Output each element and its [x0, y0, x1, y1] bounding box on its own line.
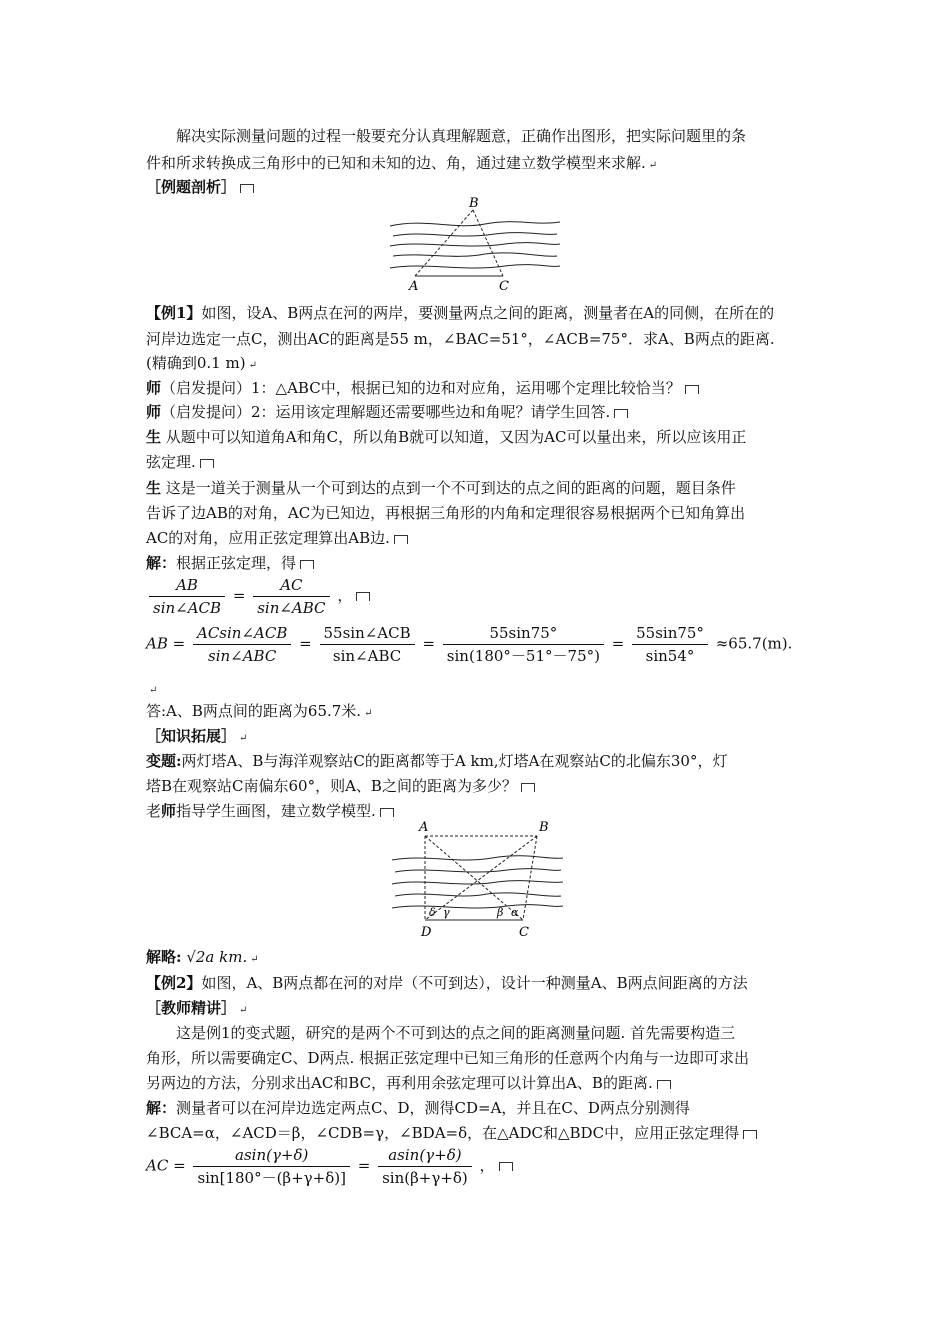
fig1-label-B: B — [469, 196, 479, 211]
paragraph-mark-icon: ↵ — [248, 360, 257, 371]
fraction — [193, 622, 291, 667]
intro-text: 件和所求转换成三角形中的已知和未知的边、角，通过建立数学模型来求解. — [146, 154, 646, 172]
intro-line-2 — [146, 153, 806, 176]
variant-line-1 — [146, 751, 806, 771]
solution3-label: 解： — [146, 1099, 177, 1117]
paragraph-mark-icon — [200, 459, 214, 468]
paragraph-mark-icon: ↵ — [364, 708, 373, 719]
numerator: 55sin75° — [632, 622, 708, 645]
numerator: asin(γ+δ) — [193, 1144, 350, 1167]
paragraph-mark-icon — [499, 1162, 513, 1171]
example1-line-1 — [146, 303, 806, 323]
paragraph-mark-icon — [685, 385, 699, 394]
student1-text-1: 从题中可以知道角A和角C，所以角B就可以知道，又因为AC可以量出来，所以应该用正 — [161, 428, 747, 446]
equation-ab-value: AB = $\frac{\text{ACsin∠ACB}}{\text{sin∠ABC}}$ = $\frac{\text{55sin∠ACB}}{\text{sin∠ABC}}$ = $\frac{55\sin 75^\circ}{\sin(180^\circ-51^\circ-75^\circ)}$ = $\frac{55\sin 75^\circ}{\sin 54^\circ}$ ≈65.7(m). — [146, 624, 793, 665]
denominator: sin(β+γ+δ) — [382, 1169, 468, 1187]
numerator: AC — [253, 574, 329, 597]
denominator: sin[180°－(β+γ+δ)] — [197, 1169, 346, 1187]
student1-line-2 — [146, 452, 806, 472]
student2-text-1: 这是一道关于测量从一个可到达的点到一个不可到达的点之间的距离的问题，题目条件 — [161, 479, 736, 497]
fig2-label-D: D — [421, 925, 432, 940]
example1-text-1: 如图，设A、B两点在河的两岸，要测量两点之间的距离，测量者在A的同侧，在所在的 — [201, 304, 775, 322]
solution1-label: 解： — [146, 554, 177, 572]
solution3-line-1 — [146, 1098, 806, 1118]
equation-ac-value: AC = $\frac{asin(\gamma+\delta)}{\sin[180^\circ-(\beta+\gamma+\delta)]}$ = $\frac{asin(\gamma+\delta)}{\sin(\beta+\gamma+\delta)}$ ， — [146, 1144, 513, 1189]
equation-lhs: AC = — [146, 1156, 186, 1175]
answer1 — [146, 701, 806, 724]
fig2-label-C: C — [519, 925, 529, 940]
paragraph-mark-icon — [300, 560, 314, 569]
solution1-text: 根据正弦定理，得 — [176, 554, 297, 572]
example2 — [146, 973, 806, 993]
student2-line-3 — [146, 528, 806, 548]
example1-line-3 — [146, 353, 806, 376]
section2-text: ［知识拓展］ — [146, 727, 237, 745]
numerator: asin(γ+δ) — [378, 1144, 472, 1167]
variant-text-1: 两灯塔A、B与海洋观察站C的距离都等于A km,灯塔A在观察站C的北偏东30°，灯 — [181, 752, 728, 770]
fig2-angle-alpha: α — [511, 906, 519, 919]
fig2-angle-gamma: γ — [443, 906, 450, 919]
fraction — [253, 574, 329, 619]
student2-text-3: AC的对角，应用正弦定理算出AB边. — [146, 529, 390, 547]
section-heading-teacher — [146, 998, 806, 1021]
section3-text: ［教师精讲］ — [146, 999, 237, 1017]
numerator: AB — [149, 574, 225, 597]
solution2-expr: √2a km. — [186, 948, 248, 966]
question1-speaker: 师 — [146, 379, 162, 397]
example2-text: 如图，A、B两点都在河的对岸（不可到达），设计一种测量A、B两点间距离的方法 — [201, 974, 748, 992]
paragraph-mark-icon — [614, 409, 628, 418]
fraction — [632, 622, 708, 667]
student1-speaker: 生 — [146, 428, 162, 446]
equation-tail: ， — [479, 1156, 495, 1175]
question1 — [146, 378, 806, 398]
blank-mark — [146, 678, 806, 701]
question2-text: （启发提问）2：运用该定理解题还需要哪些边和角呢？请学生回答. — [161, 403, 611, 421]
variant-text-2: 塔B在观察站C南偏东60°，则A、B之间的距离为多少？ — [146, 777, 517, 795]
section-heading-examples — [146, 177, 806, 197]
denominator: sin∠ACB — [153, 599, 222, 617]
fig2-angle-beta: β — [497, 906, 504, 919]
fig1-label-A: A — [409, 279, 419, 292]
fraction — [443, 622, 604, 667]
student2-line-2: 告诉了边AB的对角，AC为已知边，再根据三角形的内角和定理很容易根据两个已知角算出 — [146, 504, 746, 522]
question1-text: （启发提问）1：△ABC中，根据已知的边和对应角，运用哪个定理比较恰当？ — [161, 379, 681, 397]
fig2-label-B: B — [539, 820, 549, 835]
teacher-char-2: 师 — [161, 802, 177, 820]
student1-text-2: 弦定理. — [146, 453, 196, 471]
fig2-angle-delta: δ — [429, 906, 436, 919]
paragraph-mark-icon — [380, 808, 394, 817]
paragraph-mark-icon: ↵ — [239, 1005, 248, 1016]
numerator: 55sin75° — [443, 622, 604, 645]
paragraph-mark-icon — [240, 184, 254, 193]
answer1-text: 答:A、B两点间的距离为65.7米. — [146, 702, 362, 720]
fraction — [378, 1144, 472, 1189]
river-triangle-figure — [385, 196, 565, 292]
solution3-text-2: ∠BCA=α，∠ACD＝β，∠CDB=γ，∠BDA=δ，在△ADC和△BDC中，应用正弦定理得 — [146, 1124, 740, 1142]
solution1-intro — [146, 553, 806, 573]
variant-label: 变题: — [146, 752, 182, 770]
paragraph-mark-icon: ↵ — [648, 160, 658, 171]
paragraph-mark-icon: ↵ — [239, 733, 248, 744]
student2-speaker: 生 — [146, 479, 162, 497]
student1-line-1 — [146, 427, 806, 447]
intro-line-1: 解决实际测量问题的过程一般要充分认真理解题意，正确作出图形，把实际问题里的条 — [176, 127, 747, 145]
paragraph-mark-icon — [521, 783, 535, 792]
solution3-line-2 — [146, 1123, 806, 1143]
paragraph-mark-icon: ↵ — [250, 954, 259, 965]
question2 — [146, 402, 806, 422]
numerator: ACsin∠ACB — [193, 622, 291, 645]
equation-sine-law: $\frac{AB}{\text{sin∠ACB}}$ = $\frac{AC}{\text{sin∠ABC}}$ ， — [146, 574, 370, 619]
paragraph-mark-icon — [394, 535, 408, 544]
teacher-char-1: 老 — [146, 802, 162, 820]
paragraph-mark-icon: ↵ — [149, 685, 158, 696]
fraction — [320, 622, 415, 667]
explanation-text-3: 另两边的方法，分别求出AC和BC，再利用余弦定理可以计算出A、B的距离. — [146, 1074, 653, 1092]
paragraph-mark-icon — [356, 592, 370, 601]
variant-line-2 — [146, 776, 806, 796]
paragraph-mark-icon — [657, 1080, 671, 1089]
denominator: sin∠ABC — [208, 647, 277, 665]
solution2 — [146, 947, 806, 970]
section1-text: ［例题剖析］ — [146, 178, 237, 196]
fraction — [193, 1144, 350, 1189]
paragraph-mark-icon — [743, 1130, 757, 1139]
teacher-text: 指导学生画图，建立数学模型. — [176, 802, 376, 820]
example1-line-2: 河岸边选定一点C，测出AC的距离是55 m，∠BAC=51°，∠ACB=75°．求A、B两点的距离. — [146, 330, 775, 348]
question2-speaker: 师 — [146, 403, 162, 421]
section-heading-extension — [146, 726, 806, 749]
fig1-label-C: C — [499, 279, 509, 292]
explanation-line-1: 这是例1的变式题，研究的是两个不可到达的点之间的距离测量问题. 首先需要构造三 — [176, 1024, 736, 1042]
two-lighthouse-figure — [387, 818, 567, 943]
denominator: sin(180°－51°－75°) — [446, 647, 600, 665]
explanation-line-3 — [146, 1073, 806, 1093]
equation-result: ≈65.7(m). — [715, 634, 793, 653]
denominator: sin54° — [645, 647, 695, 665]
example1-text-3: (精确到0.1 m) — [146, 354, 246, 372]
fig2-label-A: A — [419, 820, 429, 835]
denominator: sin∠ABC — [332, 647, 402, 665]
solution3-text-1: 测量者可以在河岸边选定两点C、D，测得CD=A，并且在C、D两点分别测得 — [176, 1099, 690, 1117]
example2-tag: 【例2】 — [146, 974, 202, 992]
student2-line-1 — [146, 478, 806, 498]
equation-lhs: AB = — [146, 634, 186, 653]
explanation-line-2: 角形，所以需要确定C、D两点. 根据正弦定理中已知三角形的任意两个内角与一边即可求出 — [146, 1049, 750, 1067]
example1-tag: 【例1】 — [146, 304, 202, 322]
denominator: sin∠ABC — [257, 599, 326, 617]
fraction — [149, 574, 225, 619]
numerator: 55sin∠ACB — [320, 622, 415, 645]
solution2-label: 解略: — [146, 948, 182, 966]
